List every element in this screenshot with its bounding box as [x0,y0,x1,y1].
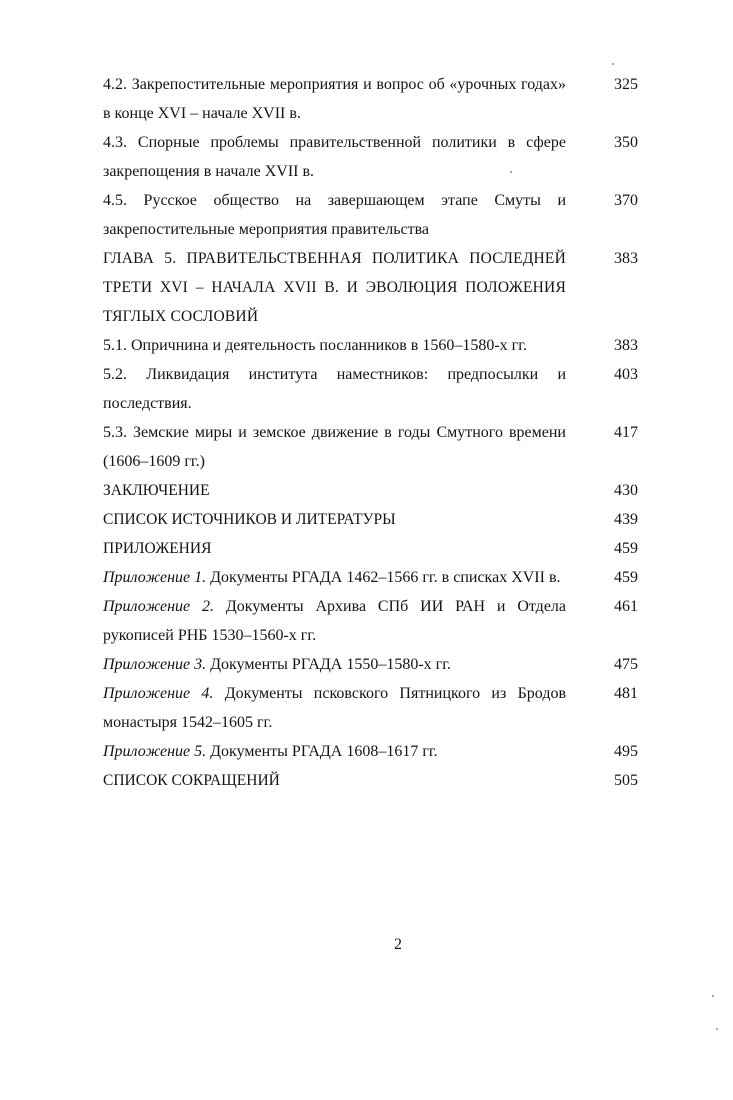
toc-entry-page: 325 [614,76,638,93]
toc-entry-page: 383 [614,337,638,354]
toc-entry-page: 350 [614,134,638,151]
toc-appendix-entry [103,563,638,592]
appendix-title: Документы Архива СПб ИИ РАН и Отдела рукописей РНБ 1530–1560-х гг. [103,598,566,644]
toc-entry-text: ГЛАВА 5. ПРАВИТЕЛЬСТВЕННАЯ ПОЛИТИКА ПОСЛЕДНЕЙ ТРЕТИ XVI – НАЧАЛА XVII В. И ЭВОЛЮЦИЯ ПОЛОЖЕНИЯ ТЯГЛЫХ СОСЛОВИЙ [103,250,566,325]
toc-entry [103,70,638,128]
toc-entry [103,476,638,505]
toc-entry-text: 4.2. Закрепостительные мероприятия и вопрос об «урочных годах» в конце XVI – начале XVII в. [103,76,566,122]
toc-entry-text: 5.2. Ликвидация института наместников: предпосылки и последствия. [103,366,566,412]
toc-chapter-entry [103,244,638,331]
toc-entry [103,766,638,795]
appendix-title: Документы РГАДА 1462–1566 гг. в списках XVII в. [210,569,561,586]
toc-entry-page: 430 [614,482,638,499]
toc-entry-page: 475 [614,656,638,673]
toc-entry-text: 5.1. Опричнина и деятельность посланников в 1560–1580-х гг. [103,337,527,354]
toc-appendix-entry [103,650,638,679]
toc-entry-text [103,592,566,650]
toc-entry [103,128,638,186]
appendix-title: Документы псковского Пятницкого из Бродов монастыря 1542–1605 гг. [103,685,567,731]
page-number: 2 [394,936,402,953]
toc-entry-page: 461 [614,598,638,615]
toc-entry-text: СПИСОК ИСТОЧНИКОВ И ЛИТЕРАТУРЫ [103,511,396,528]
toc-entry-text: СПИСОК СОКРАЩЕНИЙ [103,772,280,789]
scan-speck [716,1028,718,1030]
toc-entry [103,186,638,244]
toc-entry-page: 439 [614,511,638,528]
appendix-title: Документы РГАДА 1550–1580-х гг. [210,656,451,673]
toc-appendix-entry [103,592,638,650]
toc-entry-text: 4.5. Русское общество на завершающем этапе Смуты и закрепостительные мероприятия правительства [103,192,566,238]
toc-entry-text: ЗАКЛЮЧЕНИЕ [103,482,210,499]
toc-entry [103,360,638,418]
toc-entry-text [103,650,566,679]
toc-appendix-entry [103,679,638,737]
toc-entry-text [103,737,566,766]
toc-entry-text: 5.3. Земские миры и земское движение в годы Смутного времени (1606–1609 гг.) [103,424,566,470]
toc-entry-page: 383 [614,250,638,267]
toc-entry-page: 459 [614,540,638,557]
toc-entry-page: 459 [614,569,638,586]
toc-entry-text [103,679,566,737]
appendix-label: Приложение 5. [103,743,207,760]
toc-entry-page: 370 [614,192,638,209]
scan-speck [510,171,512,173]
toc-entry [103,418,638,476]
appendix-label: Приложение 3. [103,656,207,673]
toc-entry-page: 481 [614,685,638,702]
toc-entry-page: 403 [614,366,638,383]
toc-entry-page: 505 [614,772,638,789]
scan-speck [712,995,714,997]
toc-entry-text: 4.3. Спорные проблемы правительственной политики в сфере закрепощения в начале XVII в. [103,134,566,180]
toc-appendix-entry [103,737,638,766]
appendix-label: Приложение 1. [103,569,207,586]
toc-entry [103,331,638,360]
toc-entry [103,505,638,534]
table-of-contents [103,70,638,795]
appendix-label: Приложение 2. [103,598,214,615]
toc-entry-text [103,563,566,592]
toc-entry-text: ПРИЛОЖЕНИЯ [103,540,212,557]
toc-entry-page: 417 [614,424,638,441]
scan-speck [612,63,614,65]
appendix-label: Приложение 4. [103,685,214,702]
appendix-title: Документы РГАДА 1608–1617 гг. [210,743,438,760]
toc-entry [103,534,638,563]
toc-entry-page: 495 [614,743,638,760]
